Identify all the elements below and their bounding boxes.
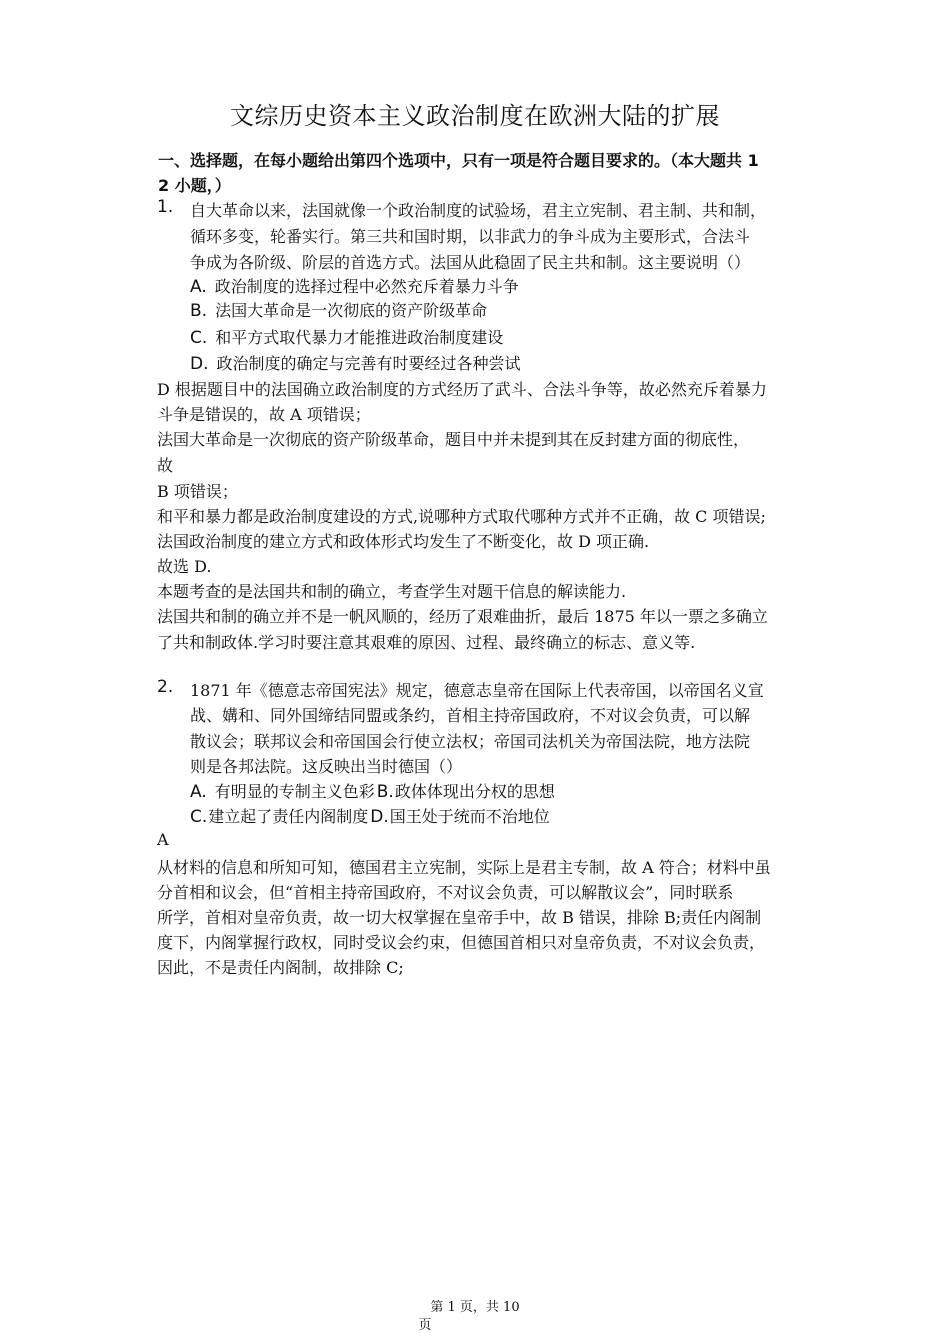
question-2-stem-line: 则是各邦法院。这反映出当时德国（） bbox=[190, 757, 463, 776]
question-1-answer-line: 本题考查的是法国共和制的确立，考查学生对题干信息的解读能力. bbox=[157, 582, 627, 601]
question-2-answer-line: 所学，首相对皇帝负责，故一切大权掌握在皇帝手中，故 B 错误，排除 B;责任内阁制 bbox=[157, 908, 762, 927]
question-2-option-row bbox=[190, 804, 550, 827]
option-text: 建立起了责任内阁制度 bbox=[208, 807, 369, 826]
question-2-stem-line: 战、媾和、同外国缔结同盟或条约，首相主持帝国政府，不对议会负责，可以解 bbox=[190, 706, 751, 725]
question-2-number: 2. bbox=[157, 677, 174, 697]
option-text: 政治制度的选择过程中必然充斥着暴力斗争 bbox=[214, 277, 519, 296]
question-1-answer-line: 和平和暴力都是政治制度建设的方式,说哪种方式取代哪种方式并不正确，故 C 项错误; bbox=[157, 507, 766, 526]
option-letter: B. bbox=[190, 301, 208, 321]
question-1-answer-line: 了共和制政体.学习时要注意其艰难的原因、过程、最终确立的标志、意义等. bbox=[157, 633, 696, 652]
option-letter: A. bbox=[190, 277, 207, 297]
option-letter: C. bbox=[190, 807, 208, 827]
option-text: 法国大革命是一次彻底的资产阶级革命 bbox=[215, 301, 488, 320]
option-letter: B. bbox=[376, 782, 394, 802]
question-1-answer-line: D 根据题目中的法国确立政治制度的方式经历了武斗、合法斗争等，故必然充斥着暴力 bbox=[157, 380, 767, 399]
option-text: 国王处于统而不治地位 bbox=[389, 807, 550, 826]
question-2-stem-line: 1871 年《德意志帝国宪法》规定，德意志皇帝在国际上代表帝国，以帝国名义宣 bbox=[190, 681, 764, 700]
question-1-answer-line: 斗争是错误的，故 A 项错误； bbox=[157, 405, 371, 424]
option-text: 政治制度的确定与完善有时要经过各种尝试 bbox=[216, 354, 521, 373]
question-1-answer-line: 故选 D. bbox=[157, 557, 212, 576]
section-header-line-2: 2 小题，） bbox=[158, 176, 231, 195]
question-1-stem-line: 自大革命以来，法国就像一个政治制度的试验场，君主立宪制、君主制、共和制， bbox=[190, 201, 767, 220]
question-1-option-c bbox=[190, 325, 503, 348]
question-1-option-b bbox=[190, 298, 487, 321]
option-letter: D. bbox=[370, 807, 389, 827]
question-1-option-d bbox=[190, 351, 521, 374]
question-1-answer-line: 法国政治制度的建立方式和政体形式均发生了不断变化，故 D 项正确. bbox=[157, 532, 650, 551]
question-1-number: 1. bbox=[157, 197, 174, 217]
page-title: 文综历史资本主义政治制度在欧洲大陆的扩展 bbox=[230, 102, 720, 130]
page-footer-line-2: 页 bbox=[418, 1318, 432, 1333]
question-2-answer-line: 度下，内阁掌握行政权，同时受议会约束，但德国首相只对皇帝负责，不对议会负责， bbox=[157, 933, 766, 952]
question-1-answer-line: 故 bbox=[157, 456, 174, 475]
option-text: 政体体现出分权的思想 bbox=[394, 782, 555, 801]
option-letter: A. bbox=[190, 782, 207, 802]
question-1-answer-line: 法国共和制的确立并不是一帆风顺的，经历了艰难曲折，最后 1875 年以一票之多确立 bbox=[157, 607, 768, 626]
question-1-option-a bbox=[190, 274, 519, 297]
option-letter: D. bbox=[190, 354, 209, 374]
question-2-answer-line: A bbox=[157, 830, 169, 849]
question-1-answer-line: B 项错误； bbox=[157, 482, 238, 501]
option-text: 有明显的专制主义色彩 bbox=[214, 782, 375, 801]
question-1-stem-line: 循环多变，轮番实行。第三共和国时期，以非武力的争斗成为主要形式，合法斗 bbox=[190, 227, 751, 246]
option-letter: C. bbox=[190, 328, 208, 348]
option-text: 和平方式取代暴力才能推进政治制度建设 bbox=[215, 328, 504, 347]
question-1-stem-line: 争成为各阶级、阶层的首选方式。法国从此稳固了民主共和制。这主要说明（） bbox=[190, 253, 751, 272]
question-2-option-row bbox=[190, 779, 555, 802]
page-footer-line-1: 第 1 页，共 10 bbox=[430, 1300, 520, 1315]
question-2-answer-line: 从材料的信息和所知可知，德国君主立宪制，实际上是君主专制，故 A 符合；材料中虽 bbox=[157, 858, 771, 877]
section-header-line-1: 一、选择题，在每小题给出第四个选项中，只有一项是符合题目要求的。（本大题共 1 bbox=[158, 151, 759, 170]
question-2-answer-line: 分首相和议会，但“首相主持帝国政府，不对议会负责，可以解散议会”，同时联系 bbox=[157, 883, 734, 902]
question-2-stem-line: 散议会；联邦议会和帝国国会行使立法权；帝国司法机关为帝国法院，地方法院 bbox=[190, 732, 751, 751]
question-2-answer-line: 因此，不是责任内阁制，故排除 C; bbox=[157, 958, 404, 977]
question-1-answer-line: 法国大革命是一次彻底的资产阶级革命，题目中并未提到其在反封建方面的彻底性， bbox=[157, 430, 750, 449]
